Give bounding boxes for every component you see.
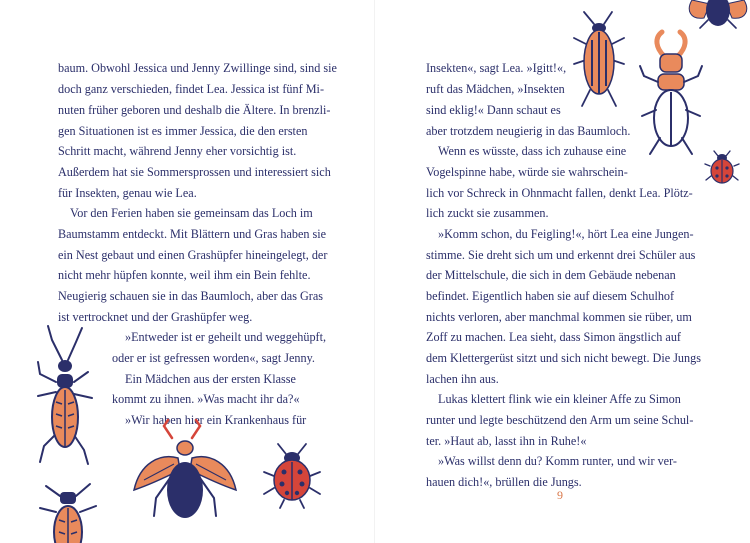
text-line: nicht mehr hüpfen konnte, weil ihm ein Bein fehlte. xyxy=(58,268,311,282)
text-line: »Komm schon, du Feigling!«, hört Lea eine Jungen- xyxy=(438,227,694,241)
text-line: für Insekten, genau wie Lea. xyxy=(58,186,197,200)
text-line: lich zuckt sie zusammen. xyxy=(426,206,549,220)
text-line: kommt zu ihnen. »Was macht ihr da?« xyxy=(112,392,300,406)
text-line: »Wir haben hier ein Krankenhaus für xyxy=(125,413,307,427)
text-line: »Entweder ist er geheilt und weggehüpft, xyxy=(125,330,327,344)
text-line: hauen dich!«, brüllen die Jungs. xyxy=(426,475,582,489)
text-line: lachen ihn aus. xyxy=(426,372,499,386)
corner-beetle-icon xyxy=(684,0,750,30)
text-line: Insekten«, sagt Lea. »Igitt!«, xyxy=(426,61,567,75)
text-line: runter und legte beschützend den Arm um seine Schul- xyxy=(426,413,694,427)
page-number: 9 xyxy=(557,488,563,502)
small-ladybug-icon xyxy=(704,150,740,186)
text-line: ruft das Mädchen, »Insekten xyxy=(426,82,565,96)
text-line: ter. »Haut ab, lasst ihn in Ruhe!« xyxy=(426,434,587,448)
text-line: baum. Obwohl Jessica und Jenny Zwillinge sind, sind sie xyxy=(58,61,337,75)
text-line: Baumstamm entdeckt. Mit Blättern und Gras haben sie xyxy=(58,227,327,241)
text-line: Ein Mädchen aus der ersten Klasse xyxy=(125,372,296,386)
text-line: aber trotzdem neugierig in das Baumloch. xyxy=(426,124,631,138)
text-line: dem Klettergerüst sitzt und sich nicht bewegt. Die Jungs xyxy=(426,351,701,365)
text-line: stimme. Sie dreht sich um und erkennt drei Schüler aus xyxy=(426,248,696,262)
text-line: Schritt macht, während Jenny eher vorsichtig ist. xyxy=(58,144,297,158)
text-line: nichts verloren, aber manchmal kommen sie rüber, um xyxy=(426,310,692,324)
text-line: Lukas klettert flink wie ein kleiner Affe zu Simon xyxy=(438,392,681,406)
text-line: Vogelspinne habe, würde sie wahrschein- xyxy=(426,165,628,179)
text-line: lich vor Schreck in Ohnmacht fallen, denkt Lea. Plötz- xyxy=(426,186,693,200)
flying-beetle-icon xyxy=(130,418,240,528)
stag-beetle-icon xyxy=(636,30,706,160)
text-line: doch ganz verschieden, findet Lea. Jessica ist fünf Mi- xyxy=(58,82,325,96)
text-line: gen Situationen ist es immer Jessica, die den ersten xyxy=(58,124,308,138)
bottom-beetle-icon xyxy=(34,482,104,543)
text-line: ein Nest gebaut und einen Grashüpfer hineingelegt, der xyxy=(58,248,328,262)
striped-beetle-icon xyxy=(572,10,627,110)
text-line: Zoff zu machen. Lea sieht, dass Simon ängstlich auf xyxy=(426,330,681,344)
longhorn-beetle-icon xyxy=(30,322,100,472)
text-line: ist vertrocknet und der Grashüpfer weg. xyxy=(58,310,253,324)
text-line: Wenn es wüsste, dass ich zuhause eine xyxy=(438,144,627,158)
text-line: befindet. Eigentlich haben sie auf diesem Schulhof xyxy=(426,289,675,303)
text-line: oder er ist gefressen worden«, sagt Jenny. xyxy=(112,351,315,365)
text-line: »Was willst denn du? Komm runter, und wir ver- xyxy=(438,454,677,468)
text-line: der Mittelschule, die sich in dem Gebäude nebenan xyxy=(426,268,676,282)
ladybug-icon xyxy=(262,440,322,510)
text-line: Außerdem hat sie Sommersprossen und interessiert sich xyxy=(58,165,331,179)
text-line: sind eklig!« Dann schaut es xyxy=(426,103,561,117)
text-line: nuten früher geboren und deshalb die Ältere. In brenzli- xyxy=(58,103,331,117)
text-line: Vor den Ferien haben sie gemeinsam das Loch im xyxy=(70,206,313,220)
text-line: Neugierig schauen sie in das Baumloch, aber das Gras xyxy=(58,289,323,303)
